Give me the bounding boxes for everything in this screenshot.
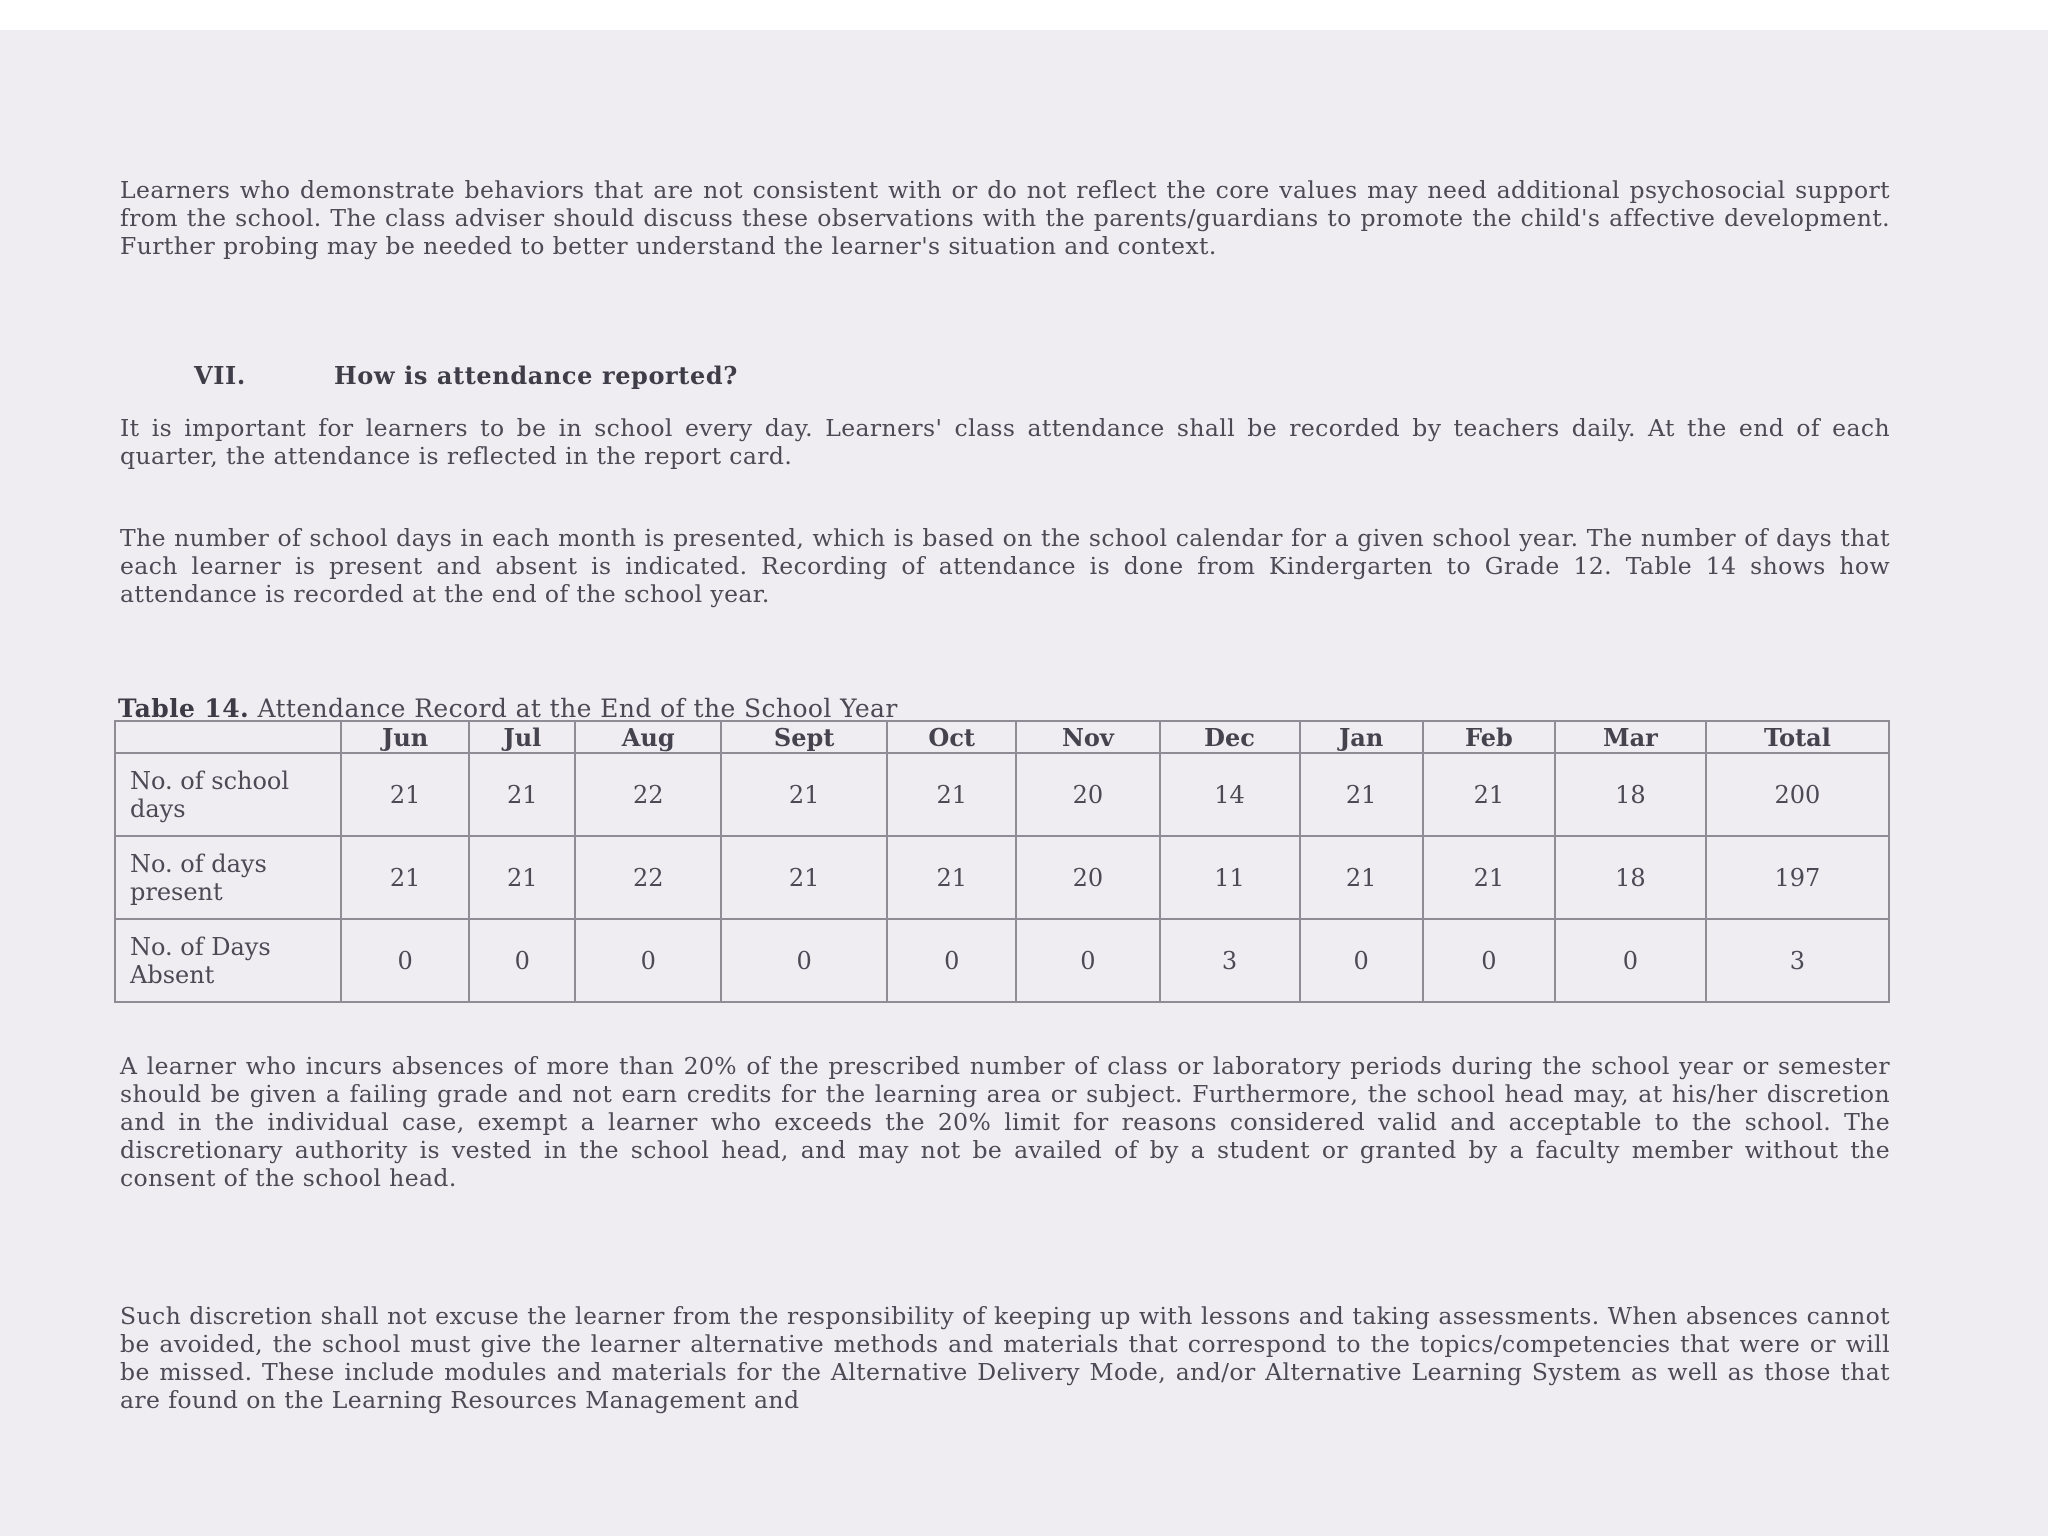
table-header-cell: Nov: [1016, 721, 1159, 753]
row-label: No. of school days: [115, 753, 341, 836]
table-cell: 0: [887, 919, 1016, 1002]
table-header-cell: Jul: [469, 721, 575, 753]
table-cell: 21: [1423, 836, 1555, 919]
table-cell: 0: [1300, 919, 1423, 1002]
table-cell: 20: [1016, 753, 1159, 836]
table-cell: 21: [469, 836, 575, 919]
row-label: No. of Days Absent: [115, 919, 341, 1002]
paragraph-school-days: The number of school days in each month is presented, which is based on the school calendar for a given school year. The number of days that each learner is present and absent is indicated. Recording of attendance is done from Kindergarten to Grade 12. Table 14 shows how attendance is recorded at the end of the school year.: [120, 524, 1890, 608]
table-cell: 18: [1555, 753, 1706, 836]
table-header-row: [115, 721, 1889, 753]
table-header-cell: Feb: [1423, 721, 1555, 753]
table-header-cell: Oct: [887, 721, 1016, 753]
table-cell: 21: [721, 753, 887, 836]
section-title: How is attendance reported?: [334, 361, 738, 390]
row-label: No. of days present: [115, 836, 341, 919]
table-header-cell: Dec: [1160, 721, 1300, 753]
table-cell-total: 197: [1706, 836, 1889, 919]
table-cell: 21: [887, 836, 1016, 919]
table-cell: 0: [1423, 919, 1555, 1002]
table-cell-total: 200: [1706, 753, 1889, 836]
table-cell: 22: [575, 753, 721, 836]
table-cell: 0: [1555, 919, 1706, 1002]
table-cell: 11: [1160, 836, 1300, 919]
table-header-cell: Sept: [721, 721, 887, 753]
paragraph-discretion: Such discretion shall not excuse the learner from the responsibility of keeping up with lessons and taking assessments. When absences cannot be avoided, the school must give the learner alternative methods and materials that correspond to the topics/competencies that were or will be missed. These include modules and materials for the Alternative Delivery Mode, and/or Alternative Learning System as well as those that are found on the Learning Resources Management and: [120, 1302, 1890, 1414]
table-cell: 0: [721, 919, 887, 1002]
paragraph-absence-policy: A learner who incurs absences of more than 20% of the prescribed number of class or laboratory periods during the school year or semester should be given a failing grade and not earn credits for the learning area or subject. Furthermore, the school head may, at his/her discretion and in the individual case, exempt a learner who exceeds the 20% limit for reasons considered valid and acceptable to the school. The discretionary authority is vested in the school head, and may not be availed of by a student or granted by a faculty member without the consent of the school head.: [120, 1052, 1890, 1192]
table-cell: 21: [1423, 753, 1555, 836]
table-cell: 3: [1160, 919, 1300, 1002]
table-header-cell: Mar: [1555, 721, 1706, 753]
table-cell: 0: [1016, 919, 1159, 1002]
table-header-cell: Total: [1706, 721, 1889, 753]
scan-top-border: [0, 0, 2048, 30]
table-cell: 22: [575, 836, 721, 919]
table-cell: 18: [1555, 836, 1706, 919]
attendance-table: [114, 720, 1890, 1003]
table-caption-label: Table 14.: [118, 694, 250, 723]
table-header-cell: Jun: [341, 721, 469, 753]
paragraph-core-values: Learners who demonstrate behaviors that are not consistent with or do not reflect the core values may need additional psychosocial support from the school. The class adviser should discuss these observations with the parents/guardians to promote the child's affective development. Further probing may be needed to better understand the learner's situation and context.: [120, 176, 1890, 260]
table-cell: 0: [341, 919, 469, 1002]
table-caption: [118, 694, 898, 723]
section-number: VII.: [194, 361, 246, 390]
table-cell: 21: [721, 836, 887, 919]
section-heading: [194, 361, 738, 390]
table-cell: 14: [1160, 753, 1300, 836]
table-cell: 21: [1300, 753, 1423, 836]
table-cell: 21: [887, 753, 1016, 836]
table-cell: 0: [469, 919, 575, 1002]
table-header-cell: Aug: [575, 721, 721, 753]
table-cell: 21: [469, 753, 575, 836]
table-cell-total: 3: [1706, 919, 1889, 1002]
table-header-cell: Jan: [1300, 721, 1423, 753]
table-header-cell: [115, 721, 341, 753]
table-cell: 21: [341, 836, 469, 919]
table-cell: 20: [1016, 836, 1159, 919]
paragraph-attendance-importance: It is important for learners to be in school every day. Learners' class attendance shall be recorded by teachers daily. At the end of each quarter, the attendance is reflected in the report card.: [120, 414, 1890, 470]
table-cell: 21: [341, 753, 469, 836]
table-cell: 21: [1300, 836, 1423, 919]
table-row: [115, 836, 1889, 919]
table-caption-text: Attendance Record at the End of the School Year: [257, 694, 898, 723]
table-row: [115, 919, 1889, 1002]
table-row: [115, 753, 1889, 836]
table-cell: 0: [575, 919, 721, 1002]
